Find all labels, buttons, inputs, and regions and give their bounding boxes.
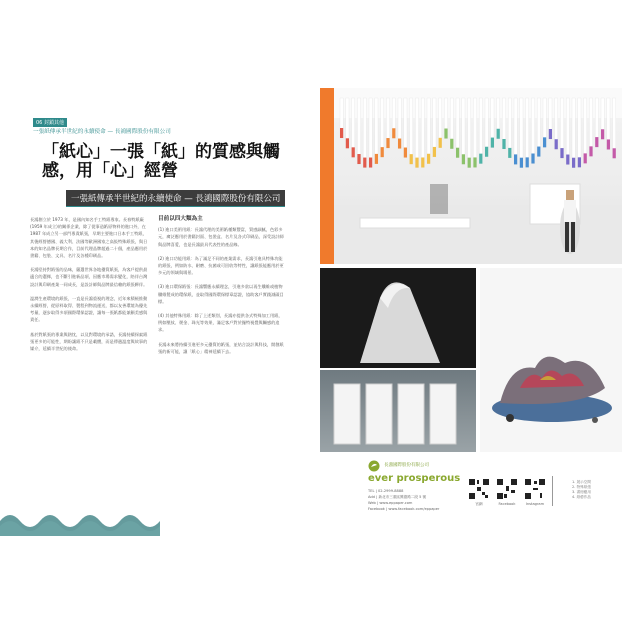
- paragraph: 長鴻未來將持續引進更多元優質的紙張，並結合設計與科技，開創紙張的新可能，讓「紙心」精神延續下去。: [158, 341, 284, 354]
- text-column-2: [158, 216, 286, 362]
- paragraph: 長鴻創立於 1973 年，是國內知名手工特紙專家。長春特紙廠(1959 年成立)的關係企業，除了從事造紙原物料的進口外，在 1987 年成立另一部門專責紙張，早期主要進口日本手工特紙，其後經營德國、義大利、法國等歐洲國家之高級特殊紙張，與日本的知名品牌長期合作，目前代理品牌超過二十個，產品應用於書籍、包裝、文具、名片及各種印刷品。: [30, 217, 148, 259]
- company-contact: [368, 488, 439, 512]
- paragraph: 溫潤生產環境的紙張，一直是長鴻重視的理念，近年來積極推動永續經營，從原料取得、製程到物流運送，都以友善環境為優先考量，逐步取得多項國際環保認證，讓每一張紙都能兼顧美感與責任。: [30, 295, 148, 323]
- contact-line: Web | www.eppaper.com: [368, 501, 413, 505]
- qr-code-website-icon[interactable]: [468, 478, 490, 500]
- caption-item: 2. 特殊紙張: [572, 485, 591, 489]
- caption-item: 4. 紙藝作品: [572, 495, 591, 499]
- leaf-icon: [368, 460, 380, 472]
- section-tag: 06 封鎖其他: [33, 118, 67, 127]
- paragraph: (1) 進口美術用紙：長鴻代理的美術紙種類豐富，質感細膩，色彩多元，廣泛應用於書籍封面、包裝盒、名片及各式印刷品，深受設計師與品牌喜愛，也是長鴻最具代表性的產品線。: [158, 227, 284, 247]
- article-title: 「紙心」一張「紙」的質感與觸感，用「心」經營: [42, 142, 280, 181]
- section-subhead: 一張紙傳承半世紀的永續使命 — 長鴻國際股份有限公司: [33, 129, 171, 135]
- contact-line: Add | 新北市三重區興德路二段 5 號: [368, 495, 427, 499]
- caption-item: 3. 書冊應用: [572, 490, 591, 494]
- paragraph: 長鴻堅持對紙張的品味，嚴選世界各地優質紙張，為客戶提供最適合的選擇，也不斷引進新品項，因應市場需求變化，陪伴台灣設計與印刷產業一同成長，是設計師與品牌最信賴的紙張夥伴。: [30, 267, 148, 287]
- company-name-cn: 長鴻國際股份有限公司: [384, 463, 429, 468]
- paragraph: (2) 進口功能用紙：為了滿足不同的產業需求，長鴻引進具特殊功能的紙張，例如防水、耐磨、抗菌或可回收等特性，讓紙張能應用於更多元的領域與場景。: [158, 255, 284, 276]
- left-page: [18, 88, 298, 550]
- qr-code-instagram-icon[interactable]: [524, 478, 546, 500]
- paper-art-photo: [480, 268, 622, 452]
- column-heading: 目前以四大類為主: [158, 216, 203, 222]
- paper-books-photo: [320, 370, 476, 452]
- paragraph: 基於對紙張的專業與熱忱，以及對環境的承諾，長鴻持續探索紙張更多的可能性，期盼讓紙不只是載體，而是傳遞溫度與故事的媒介，延續半世紀的使命。: [30, 331, 148, 352]
- company-name-en: ever prosperous: [368, 473, 461, 484]
- contact-line: TEL | 02-2999-8888: [368, 489, 404, 493]
- showroom-photo: [320, 88, 622, 264]
- divider: [552, 476, 553, 506]
- magazine-spread: [18, 88, 622, 550]
- paragraph: (4) 其他特殊用紙：除了上述類別，長鴻亦提供各式特殊加工用紙，例如壓紋、燙金、珠光等效果，滿足客戶對於獨特視覺與觸感的追求。: [158, 313, 283, 333]
- right-page: [320, 88, 622, 550]
- caption-item: 1. 展示空間: [572, 480, 591, 484]
- decorative-wave: [0, 506, 160, 536]
- photo-caption-list: [572, 480, 591, 500]
- qr-label: 官網: [475, 502, 483, 506]
- qr-label: Facebook: [498, 502, 516, 506]
- qr-code-facebook-icon[interactable]: [496, 478, 518, 500]
- contact-line: Facebook | www.facebook.com/eppaper: [368, 507, 440, 511]
- paragraph: (3) 進口環保紙張：長鴻響應永續理念，引進多款以再生纖維或植物纖維製成的環保紙，並取得國際環保標章認證，協助客戶實踐減碳目標。: [158, 284, 284, 304]
- curled-paper-photo: [320, 268, 476, 368]
- qr-label: Instagram: [525, 502, 545, 506]
- text-column-1: [30, 216, 150, 359]
- article-subtitle: 一張紙傳承半世紀的永續使命 — 長鴻國際股份有限公司: [66, 190, 285, 207]
